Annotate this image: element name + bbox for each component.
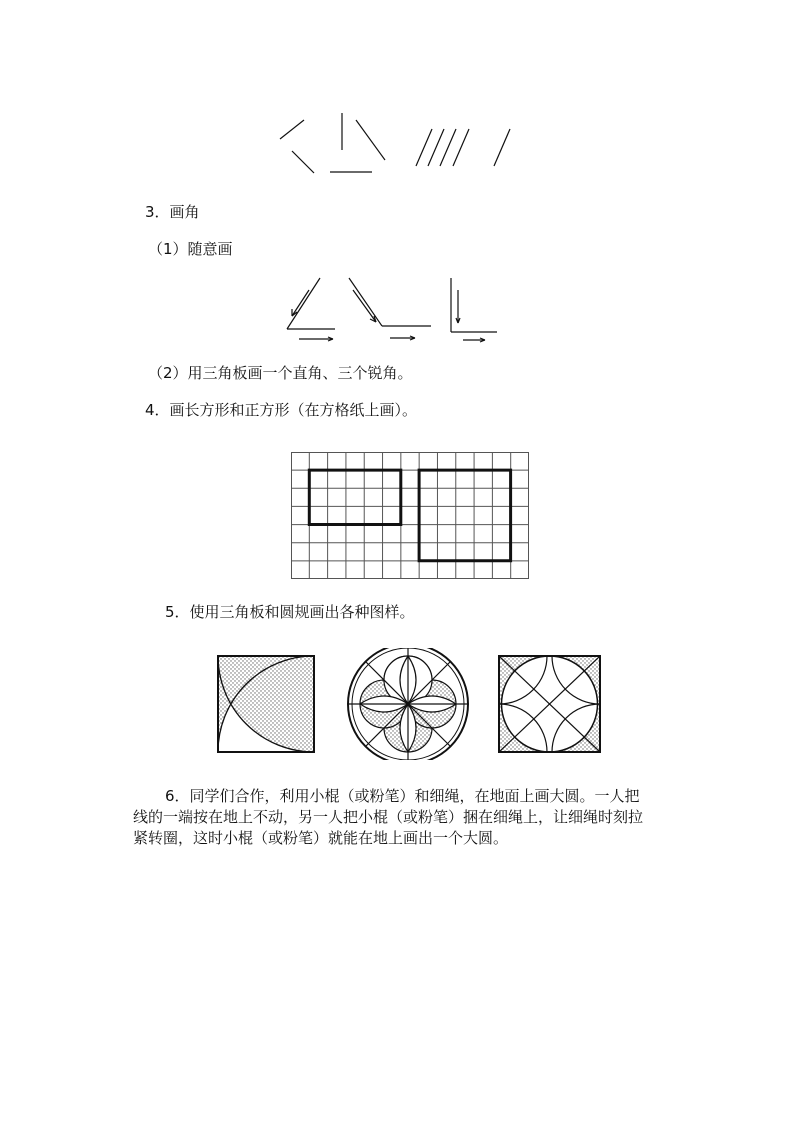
section-6-line1: 6．同学们合作，利用小棍（或粉笔）和细绳，在地面上画大圆。一人把: [165, 787, 640, 805]
line-segments-figure: [270, 105, 520, 185]
compass-patterns-figure: [210, 648, 620, 760]
pattern-circle-petals: [348, 648, 468, 760]
drawn-rectangle: [309, 470, 401, 524]
angle-side: [349, 278, 382, 326]
drawn-square: [419, 470, 511, 561]
angle-side: [287, 278, 320, 329]
segment: [356, 120, 385, 160]
arrow-shaft: [292, 290, 309, 316]
angle-drawing-figure: [275, 268, 505, 348]
section-4-title: 4．画长方形和正方形（在方格纸上画）。: [145, 401, 418, 419]
grid-paper-figure: [291, 452, 529, 579]
section-3-sub1: （1）随意画: [148, 240, 233, 258]
pattern-square-circle-star: [451, 648, 620, 760]
arrow-shaft: [353, 290, 376, 322]
section-6-line2: 线的一端按在地上不动，另一人把小棍（或粉笔）捆在细绳上，让细绳时刻拉: [133, 808, 644, 826]
section-6-line3: 紧转圈，这时小棍（或粉笔）就能在地上画出一个大圆。: [133, 829, 509, 847]
segment: [453, 129, 469, 166]
segment: [280, 120, 304, 139]
segment: [494, 129, 510, 166]
segment: [292, 151, 314, 173]
section-3-title: 3．画角: [145, 203, 200, 221]
segment: [416, 129, 432, 166]
section-5-title: 5．使用三角板和圆规画出各种图样。: [165, 603, 415, 621]
segment: [440, 129, 456, 166]
segment: [428, 129, 444, 166]
pattern-square-arcs: [218, 656, 314, 752]
section-3-sub2: （2）用三角板画一个直角、三个锐角。: [148, 364, 413, 382]
